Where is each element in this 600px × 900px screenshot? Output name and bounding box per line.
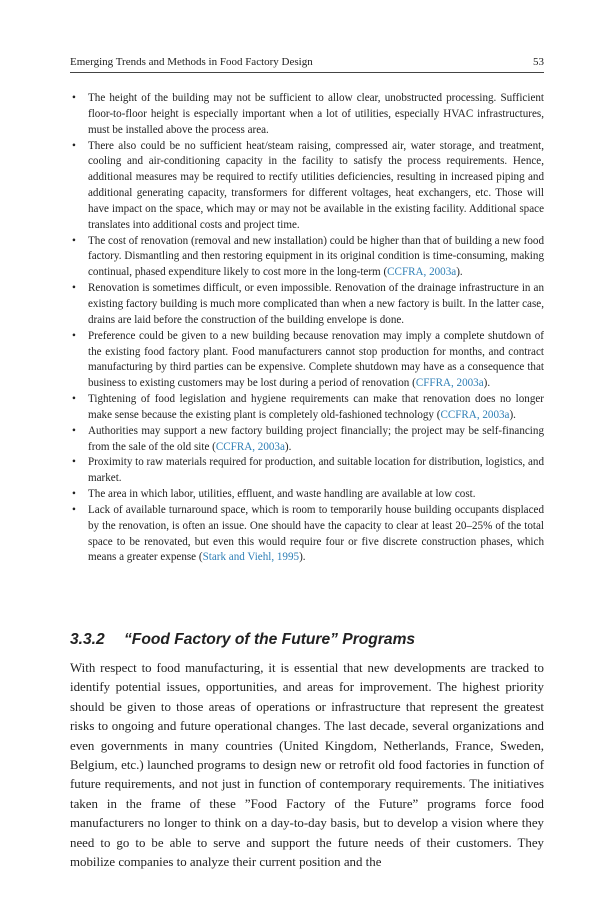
citation-link[interactable]: Stark and Viehl, 1995 <box>202 551 300 564</box>
body-paragraph: With respect to food manufacturing, it is essential that new developments are tracked to identify potential issues, opportunities, and areas for improvement. The highest priority should be given to those areas of operations or infrastructure that represent the greatest risks to ongoing and future operational changes. The last decade, several organizations and even governments in many countries (United Kingdom, Netherlands, France, Sweden, Belgium, etc.) launched programs to design new or retrofit old food factories in function of future requirements, and not just in function of contemporary requirements. The initiatives taken in the frame of these ”Food Factory of the Future” programs force food manufacturers no longer to think on a day-to-day basis, but to develop a vision where they need to go to be able to serve and support the future needs of their customers. They mobilize companies to analyze their current position and the <box>70 661 544 870</box>
bullet-item: • Preference could be given to a new building because renovation may imply a complete shutdown of the existing food factory plant. Food manufacturers cannot stop production for months, and contract manufacturing by third parties can be expensive. Complete shutdown may have as a consequence that business to existing customers may be lost during a period of renovation (CFFRA, 2003a). <box>72 329 544 390</box>
section-title: “Food Factory of the Future” Programs <box>124 631 416 648</box>
bullet-marker: • <box>72 329 76 342</box>
citation-link[interactable]: CCFRA, 2003a <box>440 408 510 421</box>
bullet-item: • Renovation is sometimes difficult, or even impossible. Renovation of the drainage infrastructure in an existing factory building is much more complicated than when a new factory is built. In the latter case, drains are laid before the construction of the building envelope is done. <box>72 282 544 326</box>
section-heading <box>70 631 415 649</box>
citation-link[interactable]: CCFRA, 2003a <box>215 440 285 453</box>
page-number: 53 <box>533 56 544 68</box>
bullet-marker: • <box>72 393 76 406</box>
running-header <box>70 56 544 68</box>
bullet-marker: • <box>72 282 76 295</box>
bullet-marker: • <box>72 139 76 152</box>
running-title: Emerging Trends and Methods in Food Factory Design <box>70 56 313 68</box>
bullet-item: • Lack of available turnaround space, which is room to temporarily house building occupants displaced by the renovation, is often an issue. One should have the capacity to clear at least 20–25% of the total space to be renovated, but even this would require four or five discrete construction phases, which means a greater expense (Stark and Viehl, 1995). <box>72 503 544 564</box>
bullet-item: • The height of the building may not be sufficient to allow clear, unobstructed processing. Sufficient floor-to-floor height is especially important when a lot of utilities, especially HVAC infrastructures, must be installed above the process area. <box>72 92 544 136</box>
bullet-marker: • <box>72 424 76 437</box>
bullet-marker: • <box>72 456 76 469</box>
bullet-marker: • <box>72 488 76 501</box>
bullet-item: • The area in which labor, utilities, effluent, and waste handling are available at low cost. <box>70 487 544 503</box>
section-number: 3.3.2 <box>70 631 105 648</box>
bullet-item: • The cost of renovation (removal and new installation) could be higher than that of building a new food factory. Dismantling and then restoring equipment in its original condition is time-consuming, making continual, phased expenditure likely to cost more in the long-term (CCFRA, 2003a). <box>72 234 544 279</box>
bullet-item: • Tightening of food legislation and hygiene requirements can make that renovation does no longer make sense because the existing plant is completely old-fashioned technology (CCFRA, 2003a). <box>72 393 544 421</box>
bullet-item: • Proximity to raw materials required for production, and suitable location for distribution, logistics, and market. <box>72 456 544 485</box>
bullet-list <box>70 91 544 566</box>
bullet-item: • There also could be no sufficient heat/steam raising, compressed air, water storage, and treatment, cooling and air-conditioning capacity in the facility to satisfy the process requirements. Hence, additional measures may be required to rectify utilities deficiencies, resulting in increased piping and additional generating capacity, transformers for different voltages, heat exchangers, etc. Those will have impact on the space, which may or may not be available in the existing facility. Additional space translates into additional costs and project time. <box>72 139 544 231</box>
bullet-marker: • <box>72 234 76 247</box>
bullet-marker: • <box>72 92 76 104</box>
citation-link[interactable]: CFFRA, 2003a <box>415 377 484 390</box>
bullet-item: • Authorities may support a new factory building project financially; the project may be self-financing from the sale of the old site (CCFRA, 2003a). <box>72 424 544 453</box>
bullet-marker: • <box>72 503 76 516</box>
citation-link[interactable]: CCFRA, 2003a <box>387 266 457 279</box>
header-rule <box>70 72 544 73</box>
